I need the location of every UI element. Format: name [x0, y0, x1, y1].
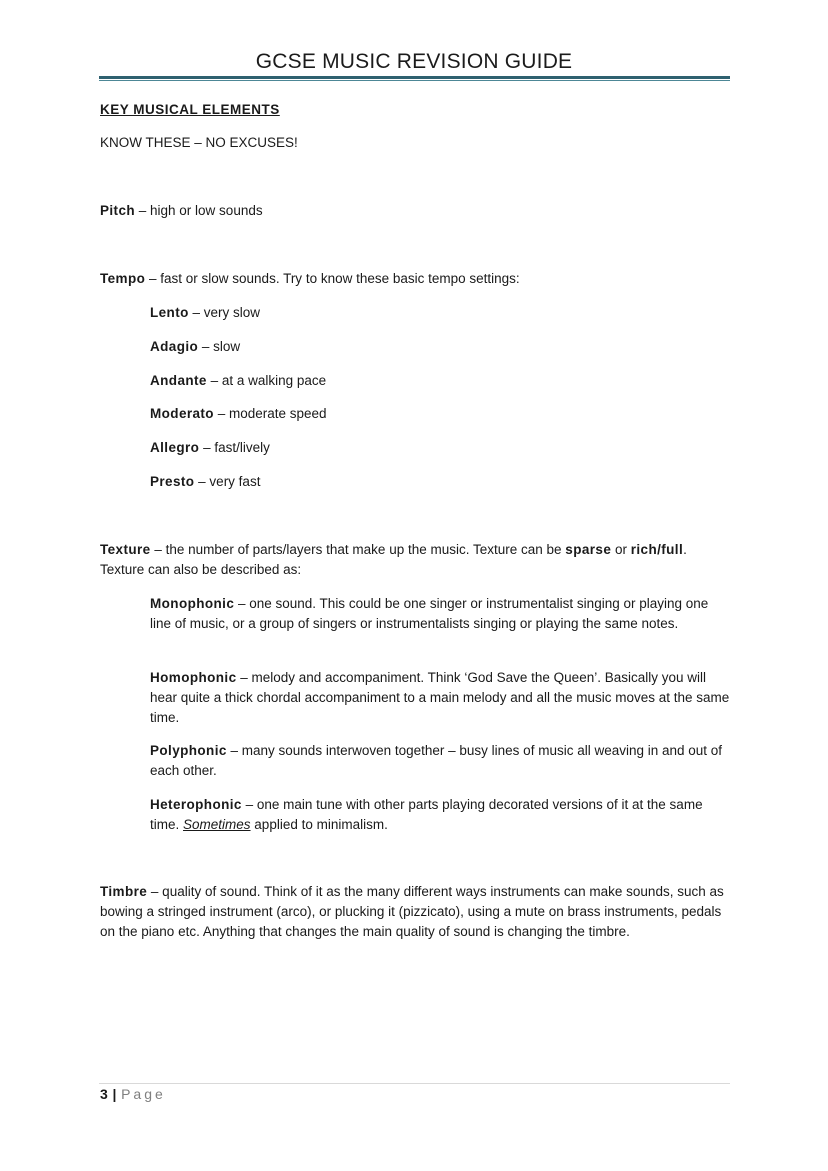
tempo-item-desc: – very slow [188, 305, 261, 320]
header-rule-thin [99, 80, 730, 81]
header-rule [99, 76, 730, 79]
tempo-desc: – fast or slow sounds. Try to know these basic tempo settings: [145, 271, 520, 286]
tempo-item-term: Adagio [150, 339, 199, 354]
texture-or: or [611, 542, 631, 557]
tempo-item [150, 404, 730, 424]
texture-term: Texture [100, 542, 151, 557]
page-header-title: GCSE MUSIC REVISION GUIDE [255, 50, 573, 73]
texture-item-term: Homophonic [150, 670, 237, 685]
emphasis-word: Sometimes [183, 817, 251, 832]
tempo-item-term: Andante [150, 373, 207, 388]
page-number: 3 [100, 1086, 109, 1102]
texture-item [150, 741, 730, 781]
tempo-item [150, 303, 730, 323]
page-separator: | [108, 1086, 122, 1102]
texture-item-desc: – one main tune with other parts playing decorated versions of it at the same time. [150, 797, 703, 832]
texture-item-desc: – one sound. This could be one singer or instrumentalist singing or playing one line of music, or a group of singers or instrumentalists singing or playing the same notes. [150, 596, 709, 631]
section-heading: KEY MUSICAL ELEMENTS [100, 102, 280, 117]
section-intro: KNOW THESE – NO EXCUSES! [100, 135, 298, 150]
timbre-desc: – quality of sound. Think of it as the many different ways instruments can make sounds, such as bowing a stringed instrument (arco), or plucking it (pizzicato), using a mute on brass instruments, pedals on the piano etc. Anything that changes the main quality of sound is changing the timbre. [100, 884, 724, 939]
page-label: Page [121, 1086, 166, 1102]
timbre-term: Timbre [100, 884, 148, 899]
footer-rule [99, 1083, 730, 1084]
texture-item-term: Polyphonic [150, 743, 227, 758]
texture-rich-term: rich/full [630, 542, 684, 557]
texture-desc: – the number of parts/layers that make up the music. Texture can be [150, 542, 566, 557]
tempo-item-desc: – very fast [194, 474, 261, 489]
page-footer [100, 1086, 166, 1102]
texture-item [150, 668, 730, 728]
texture-item-tail: applied to minimalism. [250, 817, 388, 832]
timbre-paragraph [100, 882, 730, 942]
tempo-item [150, 438, 730, 458]
texture-item [150, 594, 730, 634]
texture-item-term: Heterophonic [150, 797, 242, 812]
tempo-item-term: Lento [150, 305, 189, 320]
tempo-item [150, 371, 730, 391]
texture-item-desc: – melody and accompaniment. Think ‘God Save the Queen’. Basically you will hear quite a thick chordal accompaniment to a main melody and all the music moves at the same time. [150, 670, 730, 725]
tempo-item-desc: – at a walking pace [206, 373, 327, 388]
texture-sparse-term: sparse [565, 542, 612, 557]
tempo-paragraph [100, 269, 730, 289]
texture-item-desc: – many sounds interwoven together – busy lines of music all weaving in and out of each other. [150, 743, 723, 778]
pitch-term: Pitch [100, 203, 136, 218]
tempo-item-term: Allegro [150, 440, 200, 455]
tempo-item [150, 472, 730, 492]
tempo-item-desc: – slow [198, 339, 241, 354]
tempo-item-desc: – moderate speed [213, 406, 327, 421]
pitch-paragraph [100, 201, 730, 221]
texture-desc-end: . Texture can also be described as: [100, 542, 687, 577]
tempo-item-term: Presto [150, 474, 195, 489]
pitch-desc: – high or low sounds [135, 203, 263, 218]
tempo-item-term: Moderato [150, 406, 214, 421]
texture-item [150, 795, 730, 835]
tempo-item [150, 337, 730, 357]
texture-paragraph [100, 540, 730, 580]
tempo-item-desc: – fast/lively [199, 440, 270, 455]
tempo-term: Tempo [100, 271, 146, 286]
texture-item-term: Monophonic [150, 596, 235, 611]
